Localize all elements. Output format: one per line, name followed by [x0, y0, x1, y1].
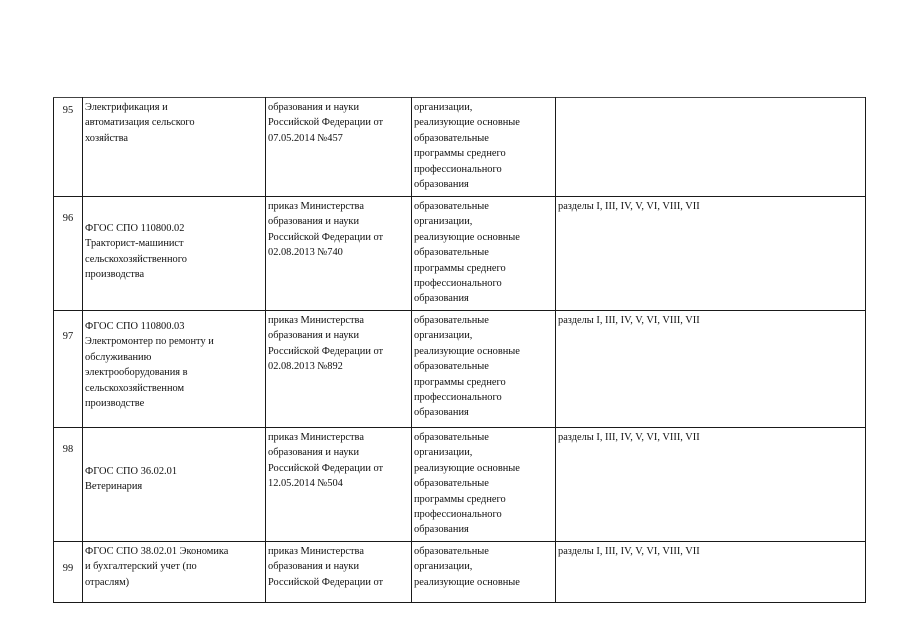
order-text: приказ Министерства образования и науки Российской Федерации от 02.08.2013 №892 — [268, 315, 384, 373]
order-text: образования и науки Российской Федерации от 07.05.2014 №457 — [268, 102, 384, 144]
row-number: 99 — [62, 563, 74, 574]
sections-cell — [556, 197, 866, 311]
row-number-cell — [54, 98, 83, 197]
standard-name-cell — [83, 98, 266, 197]
row-number: 98 — [62, 444, 74, 455]
standard-name: ФГОС СПО 38.02.01 Экономика и бухгалтерский учет (по отраслям) — [85, 546, 229, 588]
order-cell — [266, 98, 412, 197]
standard-name: Электрификация и автоматизация сельского хозяйства — [85, 102, 195, 144]
order-text: приказ Министерства образования и науки Российской Федерации от — [268, 546, 384, 588]
order-cell — [266, 428, 412, 542]
standard-name: ФГОС СПО 110800.02 Тракторист-машинист сельскохозяйственного производства — [85, 223, 187, 281]
organizations-text: организации, реализующие основные образовательные программы среднего профессионального образования — [414, 102, 520, 191]
row-number: 97 — [62, 331, 74, 342]
order-text: приказ Министерства образования и науки Российской Федерации от 12.05.2014 №504 — [268, 432, 384, 490]
standard-name-cell — [83, 428, 266, 542]
sections-text: разделы I, III, IV, V, VI, VIII, VII — [558, 201, 700, 212]
row-number-cell — [54, 197, 83, 311]
table-row — [54, 311, 866, 428]
organizations-text: образовательные организации, реализующие основные образовательные программы среднего профессионального образования — [414, 432, 520, 536]
row-number-cell — [54, 311, 83, 428]
organizations-cell — [412, 98, 556, 197]
standard-name-cell — [83, 542, 266, 603]
organizations-cell — [412, 311, 556, 428]
sections-text: разделы I, III, IV, V, VI, VIII, VII — [558, 432, 700, 443]
table-row — [54, 98, 866, 197]
standard-name-cell — [83, 311, 266, 428]
standard-name: ФГОС СПО 36.02.01 Ветеринария — [85, 466, 178, 493]
table-row — [54, 542, 866, 603]
row-number: 96 — [62, 213, 74, 224]
organizations-cell — [412, 428, 556, 542]
organizations-cell — [412, 197, 556, 311]
order-cell — [266, 542, 412, 603]
organizations-text: образовательные организации, реализующие основные образовательные программы среднего профессионального образования — [414, 315, 520, 419]
standard-name-cell — [83, 197, 266, 311]
order-cell — [266, 311, 412, 428]
order-cell — [266, 197, 412, 311]
row-number-cell — [54, 428, 83, 542]
row-number: 95 — [62, 105, 74, 116]
standard-name: ФГОС СПО 110800.03 Электромонтер по ремонту и обслуживанию электрооборудования в сельскохозяйственном производстве — [85, 321, 214, 410]
standards-table — [53, 97, 866, 603]
sections-text: разделы I, III, IV, V, VI, VIII, VII — [558, 315, 700, 326]
sections-cell — [556, 542, 866, 603]
table-row — [54, 428, 866, 542]
sections-cell — [556, 428, 866, 542]
table-row — [54, 197, 866, 311]
sections-cell — [556, 98, 866, 197]
order-text: приказ Министерства образования и науки Российской Федерации от 02.08.2013 №740 — [268, 201, 384, 259]
organizations-cell — [412, 542, 556, 603]
row-number-cell — [54, 542, 83, 603]
sections-text: разделы I, III, IV, V, VI, VIII, VII — [558, 546, 700, 557]
organizations-text: образовательные организации, реализующие основные образовательные программы среднего профессионального образования — [414, 201, 520, 305]
organizations-text: образовательные организации, реализующие основные — [414, 546, 520, 588]
sections-cell — [556, 311, 866, 428]
